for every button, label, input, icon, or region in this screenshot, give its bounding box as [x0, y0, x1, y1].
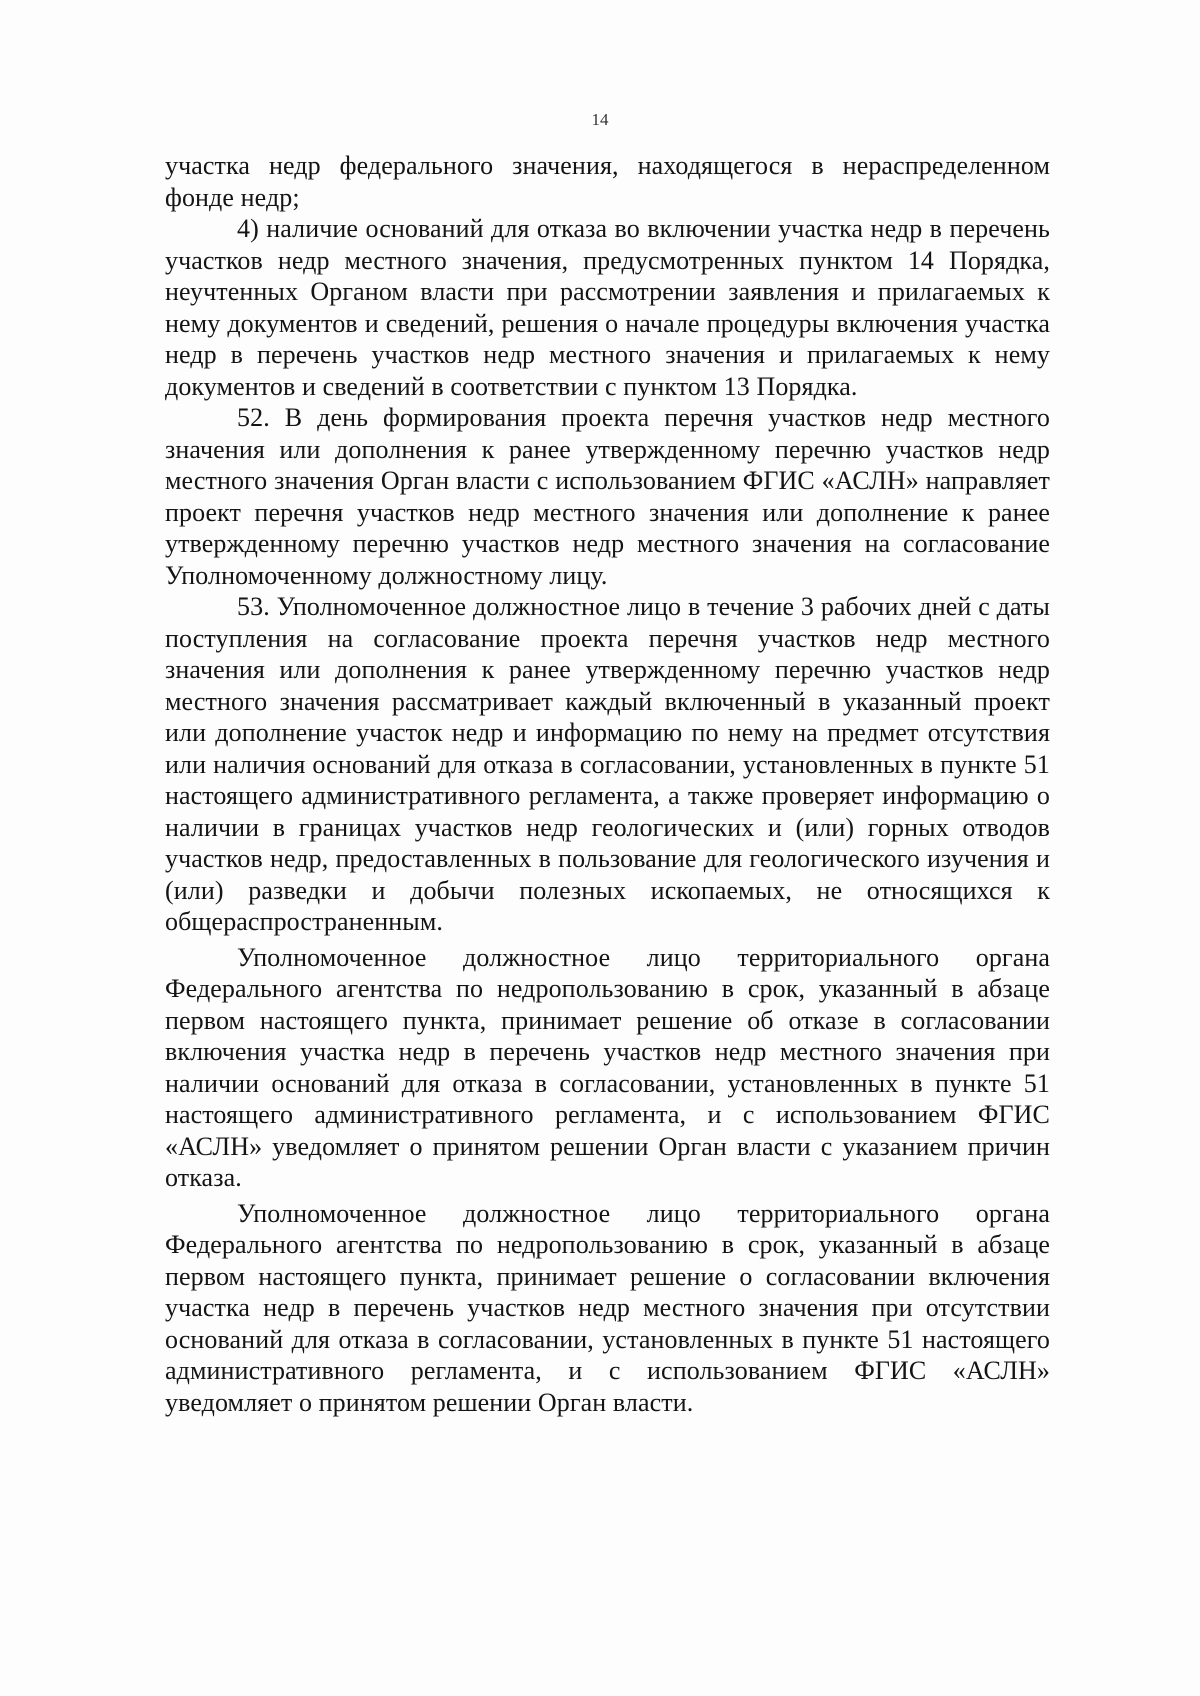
paragraph-item-4: 4) наличие оснований для отказа во включении участка недр в перечень участков недр местного значения, предусмотренных пунктом 14 Порядка, неучтенных Органом власти при рассмотрении заявления и прилагаемых к нему документов и сведений, решения о начале процедуры включения участка недр в перечень участков недр местного значения и прилагаемых к нему документов и сведений в соответствии с пунктом 13 Порядка.	[165, 214, 1050, 401]
paragraph-52: 52. В день формирования проекта перечня участков недр местного значения или дополнения к ранее утвержденному перечню участков недр местного значения Орган власти с использованием ФГИС «АСЛН» направляет проект перечня участков недр местного значения или дополнение к ранее утвержденному перечню участков недр местного значения на согласование Уполномоченному должностному лицу.	[165, 403, 1050, 590]
paragraph-approval-decision: Уполномоченное должностное лицо территориального органа Федерального агентства по недропользованию в срок, указанный в абзаце первом настоящего пункта, принимает решение о согласовании включения участка недр в перечень участков недр местного значения при отсутствии оснований для отказа в согласовании, установленных в пункте 51 настоящего административного регламента, и с использованием ФГИС «АСЛН» уведомляет о принятом решении Орган власти.	[165, 1198, 1050, 1417]
document-body	[165, 150, 1050, 1418]
paragraph-refusal-decision: Уполномоченное должностное лицо территориального органа Федерального агентства по недропользованию в срок, указанный в абзаце первом настоящего пункта, принимает решение об отказе в согласовании включения участка недр в перечень участков недр местного значения при наличии оснований для отказа в согласовании, установленных в пункте 51 настоящего административного регламента, и с использованием ФГИС «АСЛН» уведомляет о принятом решении Орган власти с указанием причин отказа.	[165, 942, 1050, 1192]
paragraph-53: 53. Уполномоченное должностное лицо в течение 3 рабочих дней с даты поступления на согласование проекта перечня участков недр местного значения или дополнения к ранее утвержденному перечню участков недр местного значения рассматривает каждый включенный в указанный проект или дополнение участок недр и информацию по нему на предмет отсутствия или наличия оснований для отказа в согласовании, установленных в пункте 51 настоящего административного регламента, а также проверяет информацию о наличии в границах участков недр геологических и (или) горных отводов участков недр, предоставленных в пользование для геологического изучения и (или) разведки и добычи полезных ископаемых, не относящихся к общераспространенным.	[165, 592, 1050, 936]
page-number: 14	[591, 110, 609, 129]
paragraph-continuation: участка недр федерального значения, находящегося в нераспределенном фонде недр;	[165, 151, 1050, 212]
